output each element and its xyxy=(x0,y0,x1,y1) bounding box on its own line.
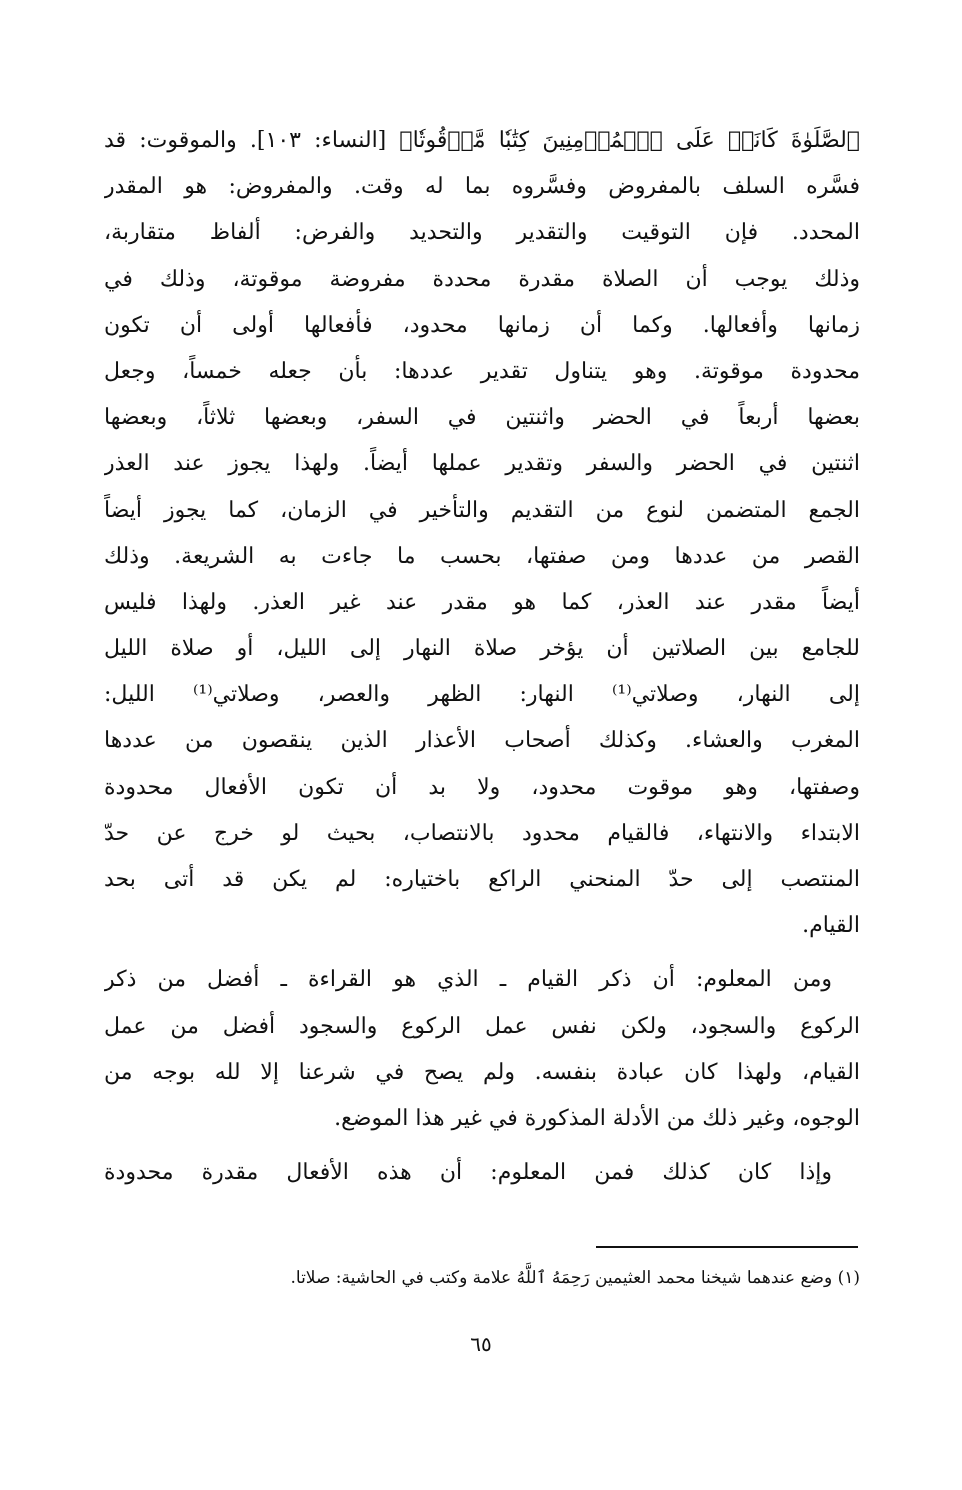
paragraph-3 xyxy=(104,1150,860,1196)
main-text xyxy=(104,118,860,1196)
text-line: الركوع والسجود، ولكن نفس عمل الركوع والسجود أفضل من عمل xyxy=(104,1013,860,1039)
text-line: ٱلصَّلَوٰةَ كَانَتۡ عَلَى ٱلۡمُؤۡمِنِينَ كِتَٰبٗا مَّوۡقُوتٗا﴾ [النساء: ١٠٣]. والموقوت: قد xyxy=(104,128,860,153)
paragraph-spacer xyxy=(104,949,860,957)
text-line: الجمع المتضمن لنوع من التقديم والتأخير في الزمان، كما يجوز أيضاً xyxy=(104,497,860,523)
footnote-separator xyxy=(596,1246,858,1248)
text-line: للجامع بين الصلاتين أن يؤخر صلاة النهار إلى الليل، أو صلاة الليل xyxy=(104,636,860,662)
text-line: الابتداء والانتهاء، فالقيام محدود بالانتصاب، بحيث لو خرج عن حدّ xyxy=(104,820,860,846)
paragraph-1 xyxy=(104,118,860,949)
text-line: وإذا كان كذلك فمن المعلوم: أن هذه الأفعال مقدرة محدودة xyxy=(104,1160,832,1186)
text-line: الوجوه، وغير ذلك من الأدلة المذكورة في غير هذا الموضع. xyxy=(334,1105,860,1131)
paragraph-spacer xyxy=(104,1142,860,1150)
text-line: اثنتين في الحضر والسفر وتقدير عملها أيضاً. ولهذا يجوز عند العذر xyxy=(104,451,860,477)
paragraph-2 xyxy=(104,957,860,1142)
text-line: وصفتها، وهو موقوت محدود، ولا بد أن تكون الأفعال محدودة xyxy=(104,774,860,800)
text-line: المغرب والعشاء. وكذلك أصحاب الأعذار الذين ينقصون من عددها xyxy=(104,728,860,754)
text-line: ومن المعلوم: أن ذكر القيام ـ الذي هو القراءة ـ أفضل من ذكر xyxy=(104,967,832,993)
text-line: أيضاً مقدر عند العذر، كما هو مقدر عند غير العذر. ولهذا فليس xyxy=(104,589,860,615)
text-line: المحدد. فإن التوقيت والتقدير والتحديد والفرض: ألفاظ متقاربة، xyxy=(104,220,860,246)
footnote: (١) وضع عندهما شيخنا محمد العثيمين رَحِمَهُ ٱللَّهُ علامة وكتب في الحاشية: صلاتا. xyxy=(290,1268,860,1288)
text-line: القيام، ولهذا كان عبادة بنفسه. ولم يصح في شرعنا إلا لله بوجه من xyxy=(104,1059,860,1085)
text-line: محدودة موقوتة. وهو يتناول تقدير عددها: بأن جعله خمساً، وجعل xyxy=(104,358,860,384)
text-line: فسَّره السلف بالمفروض وفسَّروه بما له وقت. والمفروض: هو المقدر xyxy=(104,174,860,200)
text-line: المنتصب إلى حدّ المنحني الراكع باختياره: لم يكن قد أتى بحد xyxy=(104,867,860,892)
text-line: وذلك يوجب أن الصلاة مقدرة محددة مفروضة موقوتة، وذلك في xyxy=(104,266,860,292)
text-line: القصر من عددها ومن صفتها، بحسب ما جاءت به الشريعة. وذلك xyxy=(104,543,860,569)
text-line: بعضها أربعاً في الحضر واثنتين في السفر، وبعضها ثلاثاً، وبعضها xyxy=(104,405,860,431)
page-number: ٦٥ xyxy=(470,1332,492,1356)
text-line: إلى النهار، وصلاتي⁽¹⁾ النهار: الظهر والعصر، وصلاتي⁽¹⁾ الليل: xyxy=(104,682,860,708)
text-line: زمانها وأفعالها. وكما أن زمانها محدود، فأفعالها أولى أن تكون xyxy=(104,312,860,338)
text-line: القيام. xyxy=(802,913,860,939)
